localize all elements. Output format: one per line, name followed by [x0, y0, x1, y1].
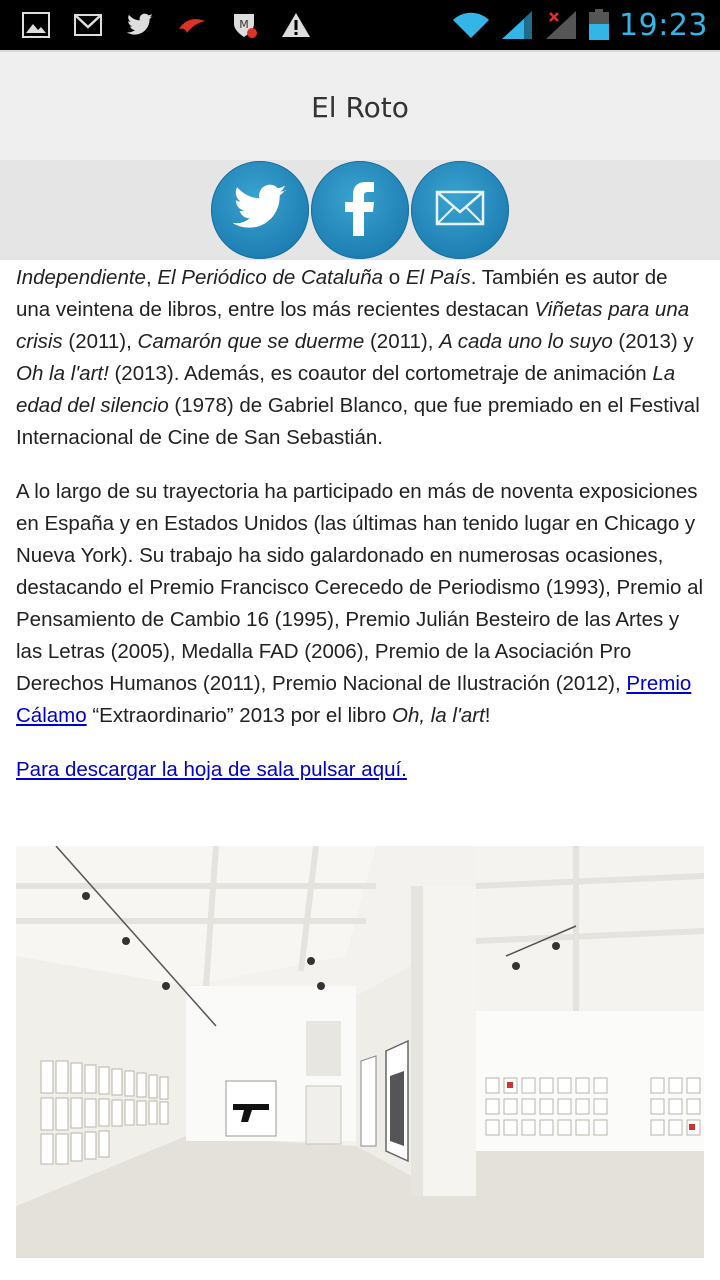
status-bar	[0, 0, 720, 50]
text: ,	[145, 266, 158, 289]
facebook-f-icon	[340, 178, 380, 242]
share-bar	[0, 160, 720, 260]
battery-icon	[587, 9, 611, 41]
article-body	[16, 262, 706, 808]
signal-off-icon	[543, 9, 579, 41]
twitter-icon	[124, 9, 156, 41]
article-paragraph-1	[16, 262, 706, 454]
italic-text: Oh, la l'art	[392, 704, 485, 727]
italic-text: A cada uno lo suyo	[439, 330, 613, 353]
share-email-button[interactable]	[411, 161, 509, 259]
shield-icon	[228, 9, 260, 41]
envelope-icon	[435, 190, 485, 230]
svg-text:M: M	[239, 18, 249, 31]
app-title-bar	[0, 50, 720, 162]
text: . También es autor de una veintena de libros, entre los más recientes destacan	[16, 266, 668, 321]
italic-text: Independiente	[16, 266, 146, 289]
gmail-icon	[72, 9, 104, 41]
share-facebook-button[interactable]	[311, 161, 409, 259]
italic-text: Oh la l'art!	[16, 362, 109, 385]
text: A lo largo de su trayectoria ha participado en más de noventa exposiciones en España y en Estados Unidos (las últimas han tenido lugar en Chicago y Nueva York). Su trabajo ha sido galardonado en numerosas ocasiones, destacando el Premio Francisco Cerecedo de Periodismo (1993), Premio al Pensamiento de Cambio 16 (1995), Premio Julián Besteiro de las Artes y las Letras (2005), Medalla FAD (2006), Premio de la Asociación Pro Derechos Humanos (2011), Premio Nacional de Ilustración (2012),	[16, 480, 704, 695]
text: (2013) y	[612, 330, 694, 353]
wifi-icon	[451, 9, 491, 41]
signal-icon	[499, 9, 535, 41]
text: (1978) de Gabriel Blanco, que fue premiado en el Festival Internacional de Cine de San Sebastián.	[16, 394, 700, 449]
clock: 19:23	[619, 7, 708, 43]
italic-text: El País	[405, 266, 471, 289]
premio-calamo-link[interactable]: Premio Cálamo	[16, 672, 692, 727]
gallery-icon	[20, 9, 52, 41]
text: (2011),	[62, 330, 138, 353]
text: (2011),	[364, 330, 440, 353]
text: !	[484, 704, 491, 727]
download-hoja-de-sala-link[interactable]: Para descargar la hoja de sala pulsar aquí.	[16, 758, 407, 781]
italic-text: El Periódico de Cataluña	[157, 266, 384, 289]
page-title: El Roto	[311, 90, 409, 124]
text: (2013). Además, es coautor del cortometraje de animación	[108, 362, 653, 385]
text: “Extraordinario” 2013 por el libro	[86, 704, 393, 727]
italic-text: La edad del silencio	[16, 362, 676, 417]
twitter-bird-icon	[231, 184, 289, 236]
download-paragraph	[16, 754, 706, 786]
app-icon	[176, 9, 208, 41]
text: o	[383, 266, 406, 289]
share-twitter-button[interactable]	[211, 161, 309, 259]
italic-text: Camarón que se duerme	[137, 330, 365, 353]
italic-text: Viñetas para una crisis	[16, 298, 690, 353]
article-paragraph-2	[16, 476, 706, 732]
warning-icon	[280, 9, 312, 41]
exhibition-photo	[16, 846, 704, 1258]
